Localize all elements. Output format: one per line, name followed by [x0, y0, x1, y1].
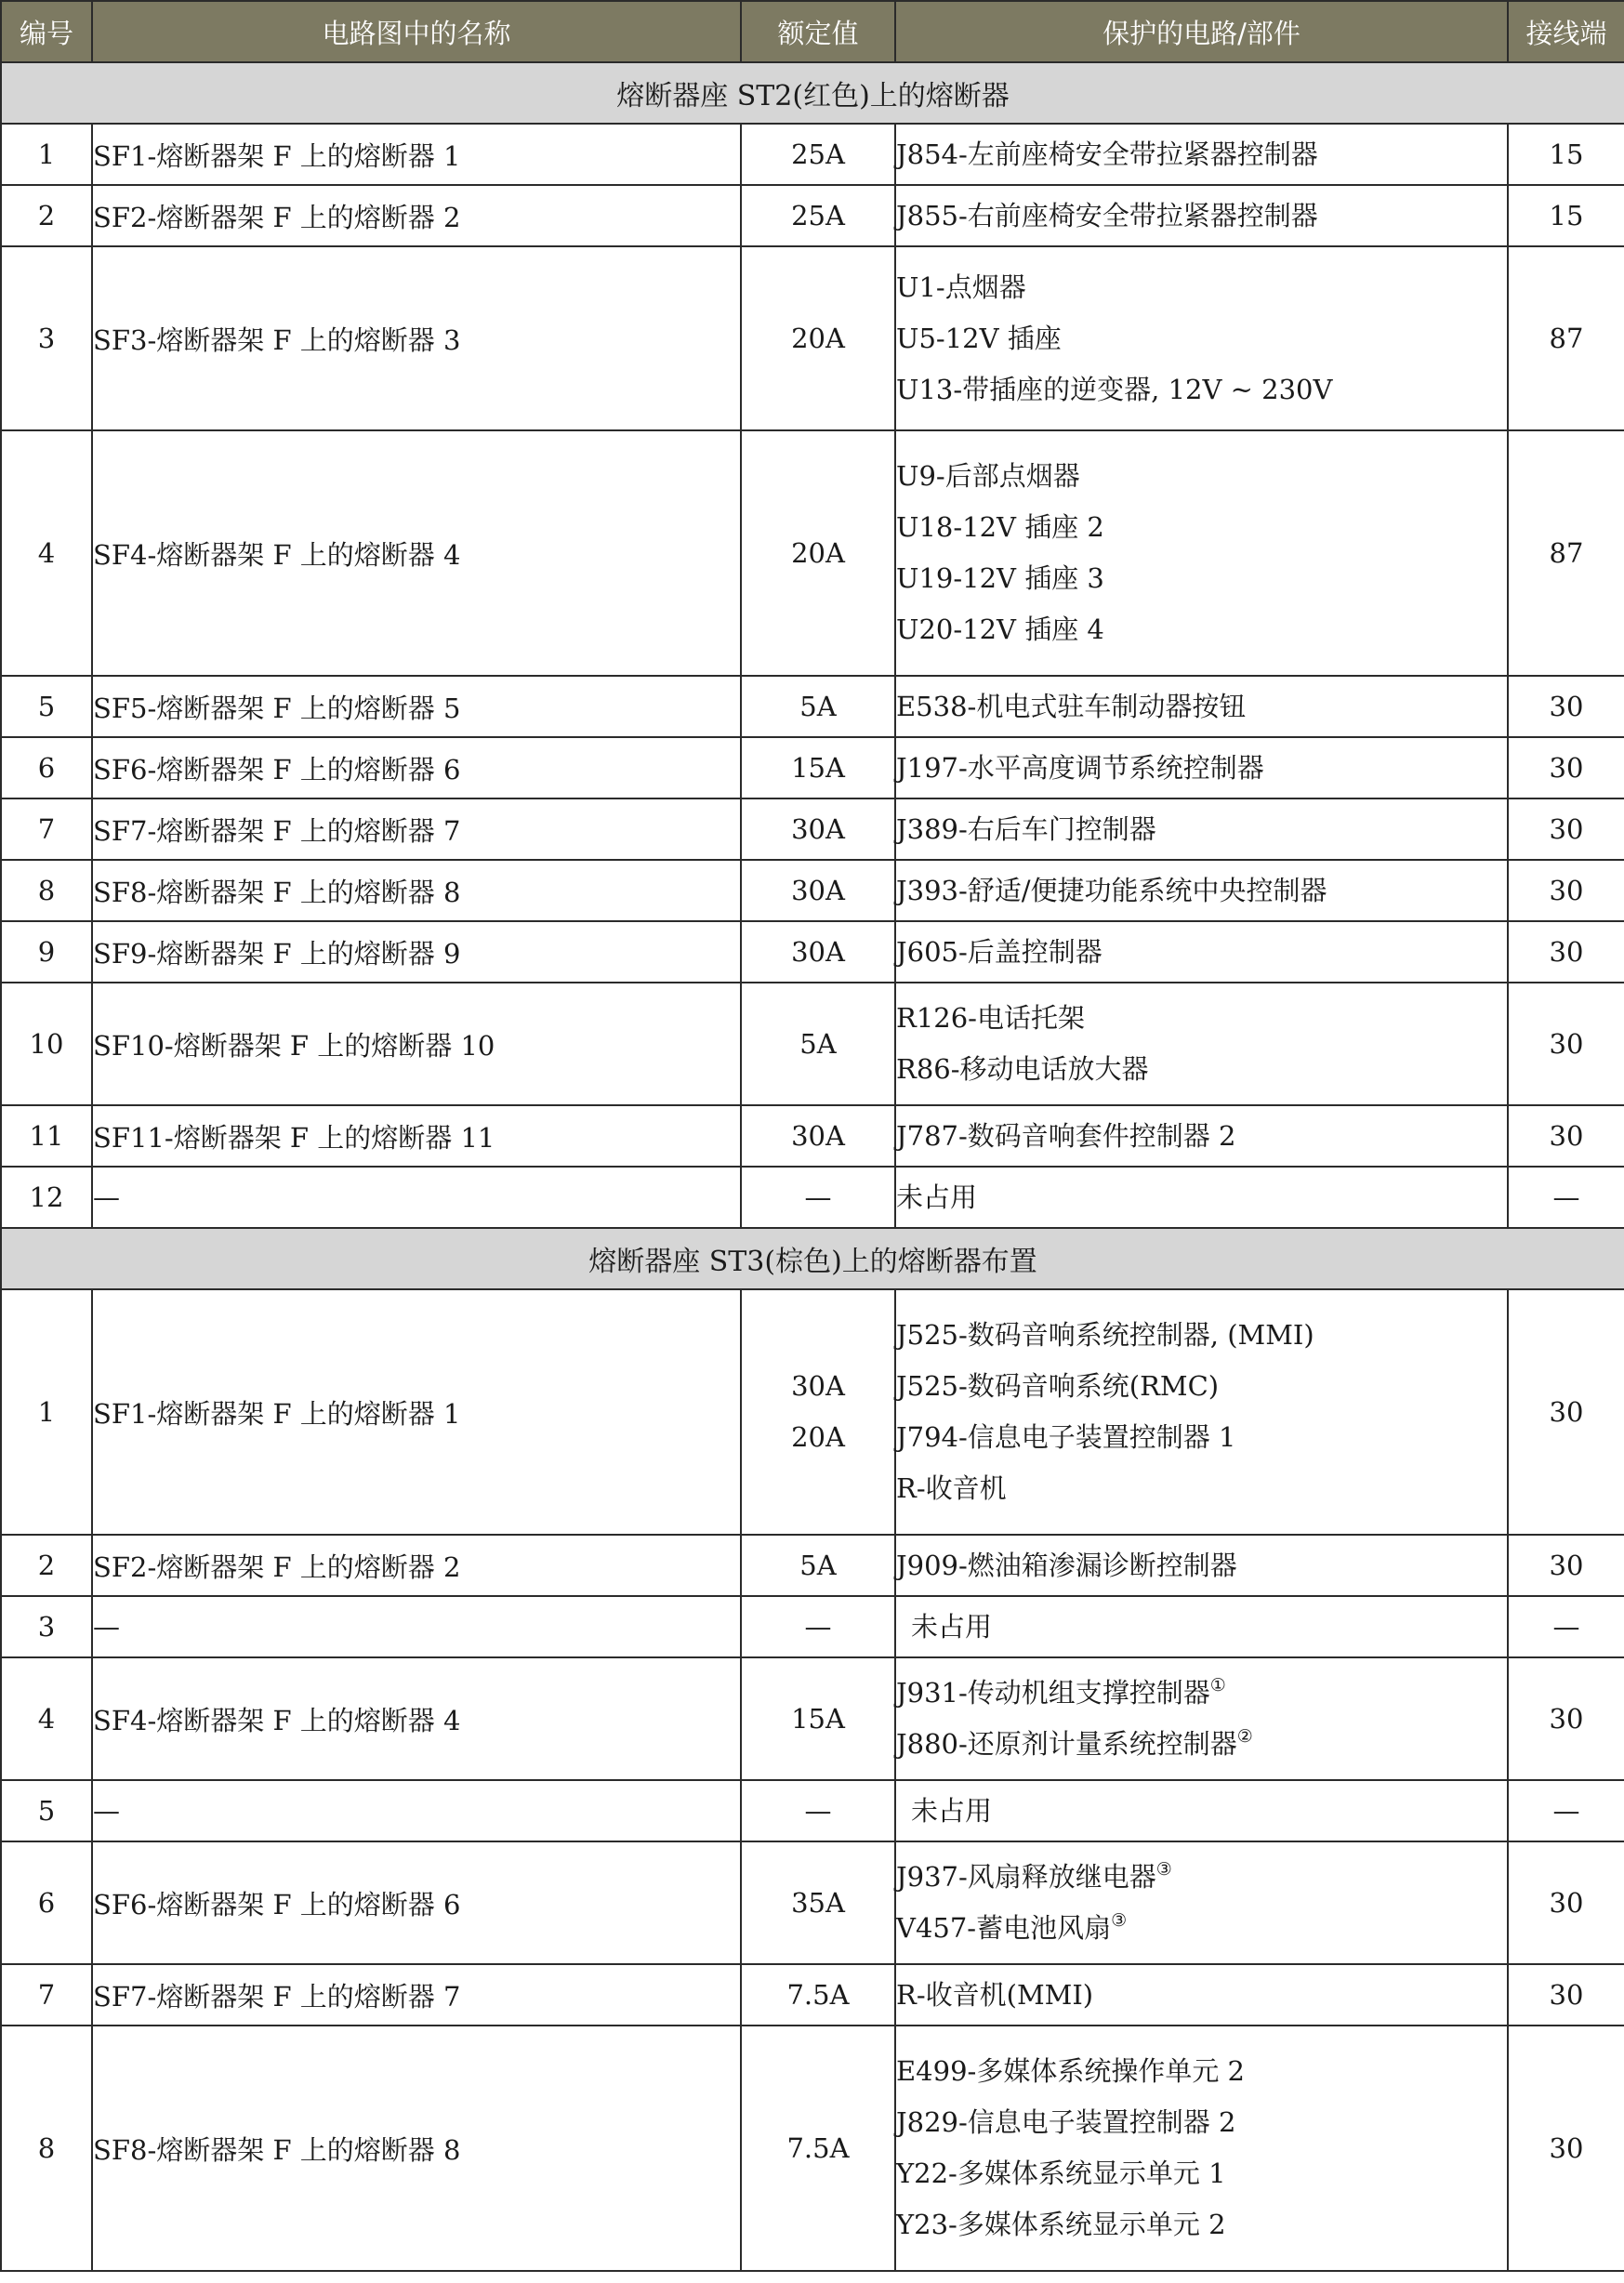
table-row: [1, 246, 1624, 430]
rating-value: 25A: [791, 199, 845, 231]
circuit-text: J787-数码音响套件控制器 2: [896, 1119, 1236, 1152]
circuit-text: J389-右后车门控制器: [896, 812, 1156, 845]
fuse-name: SF4-熔断器架 F 上的熔断器 4: [92, 430, 741, 676]
rating-value: 7.5A: [786, 2131, 850, 2164]
table-row: [1, 1657, 1624, 1780]
circuit-text: U20-12V 插座 4: [896, 614, 1104, 645]
rating-value: 30A: [791, 874, 845, 906]
fuse-number: 5: [1, 676, 92, 737]
circuit-text: U18-12V 插座 2: [896, 511, 1104, 543]
fuse-name: —: [92, 1780, 741, 1841]
fuse-number: 3: [1, 246, 92, 430]
fuse-rating: [741, 983, 895, 1105]
circuit-item: [896, 681, 1507, 732]
circuit-item: [896, 1668, 1507, 1719]
circuit-text: 未占用: [911, 1794, 993, 1827]
fuse-number: 11: [1, 1105, 92, 1167]
protected-circuit: [895, 1167, 1508, 1228]
circuit-item: [896, 2097, 1507, 2148]
fuse-name: SF9-熔断器架 F 上的熔断器 9: [92, 921, 741, 983]
rating-value: 5A: [799, 1027, 837, 1060]
circuit-text: R-收音机: [896, 1472, 1007, 1504]
fuse-number: 6: [1, 737, 92, 798]
circuit-text: R-收音机(MMI): [896, 1978, 1094, 2011]
table-row: [1, 921, 1624, 983]
circuit-item: [896, 993, 1507, 1044]
rating-value: 25A: [791, 138, 845, 170]
table-row: [1, 860, 1624, 921]
circuit-text: U13-带插座的逆变器, 12V ~ 230V: [896, 373, 1333, 405]
circuit-text: U1-点烟器: [896, 271, 1026, 303]
fuse-name: SF10-熔断器架 F 上的熔断器 10: [92, 983, 741, 1105]
rating-value: 30A: [791, 1370, 845, 1402]
circuit-item: [896, 927, 1507, 978]
fuse-number: 7: [1, 798, 92, 860]
fuse-rating: [741, 798, 895, 860]
terminal: 30: [1508, 1657, 1624, 1780]
terminal: —: [1508, 1167, 1624, 1228]
fuse-rating: [741, 2026, 895, 2271]
fuse-name: SF7-熔断器架 F 上的熔断器 7: [92, 1964, 741, 2026]
terminal: 30: [1508, 1289, 1624, 1535]
terminal: 30: [1508, 1535, 1624, 1596]
header-circuit-diagram-name: 电路图中的名称: [92, 1, 741, 62]
footnote-marker: ③: [1111, 1910, 1128, 1931]
terminal: 15: [1508, 124, 1624, 185]
circuit-item: [896, 553, 1507, 604]
circuit-text: J854-左前座椅安全带拉紧器控制器: [896, 138, 1318, 170]
table-row: [1, 1596, 1624, 1657]
protected-circuit: [895, 430, 1508, 676]
fuse-number: 8: [1, 860, 92, 921]
rating-value: 15A: [791, 1702, 845, 1735]
protected-circuit: [895, 2026, 1508, 2271]
protected-circuit: [895, 1596, 1508, 1657]
terminal: —: [1508, 1780, 1624, 1841]
section-row: [1, 1228, 1624, 1289]
table-row: [1, 2026, 1624, 2271]
fuse-name: SF1-熔断器架 F 上的熔断器 1: [92, 1289, 741, 1535]
fuse-name: SF2-熔断器架 F 上的熔断器 2: [92, 1535, 741, 1596]
rating-value: —: [804, 1794, 832, 1827]
fuse-rating: [741, 1289, 895, 1535]
fuse-rating: [741, 1841, 895, 1964]
circuit-text: J829-信息电子装置控制器 2: [896, 2106, 1236, 2138]
fuse-name: SF4-熔断器架 F 上的熔断器 4: [92, 1657, 741, 1780]
protected-circuit: [895, 246, 1508, 430]
protected-circuit: [895, 185, 1508, 246]
circuit-item: [896, 743, 1507, 794]
circuit-item: [896, 1111, 1507, 1162]
circuit-text: J909-燃油箱渗漏诊断控制器: [896, 1549, 1237, 1581]
protected-circuit: [895, 1841, 1508, 1964]
rating-value: —: [804, 1610, 832, 1643]
circuit-item: [896, 1540, 1507, 1591]
table-row: [1, 1780, 1624, 1841]
fuse-rating: [741, 1780, 895, 1841]
protected-circuit: [895, 1657, 1508, 1780]
footnote-marker: ③: [1155, 1859, 1172, 1880]
circuit-text: E499-多媒体系统操作单元 2: [896, 2055, 1245, 2087]
circuit-text: R126-电话托架: [896, 1002, 1085, 1034]
circuit-item: [896, 2199, 1507, 2250]
fuse-rating: [741, 246, 895, 430]
protected-circuit: [895, 1964, 1508, 2026]
fuse-name: SF6-熔断器架 F 上的熔断器 6: [92, 1841, 741, 1964]
rating-value: 20A: [791, 1421, 845, 1453]
protected-circuit: [895, 921, 1508, 983]
circuit-item: [896, 1970, 1507, 2021]
circuit-item: [911, 1602, 1507, 1653]
section-row: [1, 62, 1624, 124]
circuit-text: U19-12V 插座 3: [896, 562, 1104, 594]
protected-circuit: [895, 983, 1508, 1105]
circuit-item: [896, 1463, 1507, 1514]
circuit-text: 未占用: [911, 1610, 993, 1643]
rating-value: —: [804, 1181, 832, 1213]
circuit-item: [896, 1719, 1507, 1770]
fuse-number: 12: [1, 1167, 92, 1228]
protected-circuit: [895, 1105, 1508, 1167]
circuit-item: [896, 2046, 1507, 2097]
terminal: 30: [1508, 983, 1624, 1105]
circuit-text: Y23-多媒体系统显示单元 2: [896, 2209, 1226, 2240]
fuse-rating: [741, 921, 895, 983]
fuse-rating: [741, 185, 895, 246]
fuse-rating: [741, 124, 895, 185]
circuit-item: [896, 1412, 1507, 1463]
fuse-rating: [741, 1964, 895, 2026]
footnote-marker: ②: [1236, 1726, 1253, 1747]
header-protected-circuit: 保护的电路/部件: [895, 1, 1508, 62]
terminal: 30: [1508, 1841, 1624, 1964]
fuse-rating: [741, 1535, 895, 1596]
fuse-number: 2: [1, 185, 92, 246]
protected-circuit: [895, 676, 1508, 737]
terminal: 30: [1508, 798, 1624, 860]
circuit-text: J855-右前座椅安全带拉紧器控制器: [896, 199, 1318, 231]
fuse-number: 9: [1, 921, 92, 983]
terminal: 15: [1508, 185, 1624, 246]
fuse-number: 4: [1, 1657, 92, 1780]
fuse-number: 10: [1, 983, 92, 1105]
terminal: 30: [1508, 1964, 1624, 2026]
table-header: [1, 1, 1624, 62]
protected-circuit: [895, 1780, 1508, 1841]
fuse-rating: [741, 676, 895, 737]
table-row: [1, 1964, 1624, 2026]
circuit-item: [896, 1310, 1507, 1361]
fuse-rating: [741, 860, 895, 921]
section-title: 熔断器座 ST2(红色)上的熔断器: [1, 62, 1624, 124]
table-row: [1, 1289, 1624, 1535]
protected-circuit: [895, 124, 1508, 185]
circuit-item: [896, 1044, 1507, 1095]
circuit-text: V457-蓄电池风扇: [896, 1912, 1112, 1944]
terminal: 87: [1508, 430, 1624, 676]
fuse-rating: [741, 1167, 895, 1228]
rating-value: 15A: [791, 751, 845, 784]
circuit-item: [896, 865, 1507, 917]
protected-circuit: [895, 1289, 1508, 1535]
circuit-item: [896, 364, 1507, 416]
circuit-item: [896, 191, 1507, 242]
protected-circuit: [895, 1535, 1508, 1596]
fuse-name: SF5-熔断器架 F 上的熔断器 5: [92, 676, 741, 737]
table-row: [1, 1167, 1624, 1228]
header-rating: 额定值: [741, 1, 895, 62]
header-terminal: 接线端: [1508, 1, 1624, 62]
fuse-rating: [741, 430, 895, 676]
fuse-name: SF11-熔断器架 F 上的熔断器 11: [92, 1105, 741, 1167]
table-row: [1, 676, 1624, 737]
fuse-name: SF8-熔断器架 F 上的熔断器 8: [92, 860, 741, 921]
rating-value: 5A: [799, 1549, 837, 1581]
terminal: 30: [1508, 2026, 1624, 2271]
circuit-text: J197-水平高度调节系统控制器: [896, 751, 1264, 784]
circuit-item: [896, 1172, 1507, 1223]
fuse-number: 6: [1, 1841, 92, 1964]
rating-value: 5A: [799, 690, 837, 722]
section-title: 熔断器座 ST3(棕色)上的熔断器布置: [1, 1228, 1624, 1289]
table-row: [1, 1841, 1624, 1964]
table-row: [1, 1535, 1624, 1596]
circuit-item: [896, 502, 1507, 553]
table-row: [1, 1105, 1624, 1167]
terminal: 30: [1508, 921, 1624, 983]
circuit-item: [896, 1852, 1507, 1903]
circuit-text: U5-12V 插座: [896, 322, 1062, 354]
fuse-number: 8: [1, 2026, 92, 2271]
circuit-text: J937-风扇释放继电器: [896, 1861, 1156, 1893]
circuit-item: [896, 604, 1507, 655]
circuit-text: U9-后部点烟器: [896, 460, 1080, 492]
circuit-text: J525-数码音响系统控制器, (MMI): [896, 1319, 1314, 1351]
protected-circuit: [895, 798, 1508, 860]
header-number: 编号: [1, 1, 92, 62]
table-row: [1, 185, 1624, 246]
fuse-name: SF8-熔断器架 F 上的熔断器 8: [92, 2026, 741, 2271]
rating-value: 35A: [791, 1886, 845, 1919]
circuit-item: [896, 129, 1507, 180]
protected-circuit: [895, 860, 1508, 921]
footnote-marker: ①: [1209, 1675, 1226, 1696]
circuit-text: J393-舒适/便捷功能系统中央控制器: [896, 874, 1327, 906]
terminal: 30: [1508, 676, 1624, 737]
rating-value: 20A: [791, 322, 845, 354]
circuit-item: [911, 1786, 1507, 1837]
fuse-number: 7: [1, 1964, 92, 2026]
circuit-item: [896, 1903, 1507, 1954]
fuse-rating: [741, 737, 895, 798]
circuit-item: [896, 262, 1507, 313]
terminal: 30: [1508, 860, 1624, 921]
terminal: —: [1508, 1596, 1624, 1657]
rating-value: 30A: [791, 1119, 845, 1152]
table-row: [1, 798, 1624, 860]
rating-value: 7.5A: [786, 1978, 850, 2011]
circuit-item: [896, 313, 1507, 364]
table-body: [1, 62, 1624, 2271]
fuse-name: SF2-熔断器架 F 上的熔断器 2: [92, 185, 741, 246]
circuit-text: J605-后盖控制器: [896, 935, 1102, 968]
rating-value: 30A: [791, 935, 845, 968]
terminal: 30: [1508, 737, 1624, 798]
header-row: [1, 1, 1624, 62]
fuse-rating: [741, 1657, 895, 1780]
circuit-text: J525-数码音响系统(RMC): [896, 1370, 1220, 1402]
circuit-text: J880-还原剂计量系统控制器: [896, 1728, 1237, 1760]
fuse-number: 4: [1, 430, 92, 676]
fuse-rating: [741, 1105, 895, 1167]
circuit-text: R86-移动电话放大器: [896, 1053, 1149, 1085]
fuse-rating: [741, 1596, 895, 1657]
circuit-text: Y22-多媒体系统显示单元 1: [896, 2158, 1226, 2189]
circuit-text: 未占用: [896, 1181, 978, 1213]
fuse-name: SF6-熔断器架 F 上的熔断器 6: [92, 737, 741, 798]
circuit-text: E538-机电式驻车制动器按钮: [896, 690, 1247, 722]
terminal: 30: [1508, 1105, 1624, 1167]
rating-value: 20A: [791, 536, 845, 569]
fuse-name: —: [92, 1596, 741, 1657]
fuse-number: 1: [1, 1289, 92, 1535]
circuit-text: J794-信息电子装置控制器 1: [896, 1421, 1236, 1453]
fuse-name: SF7-熔断器架 F 上的熔断器 7: [92, 798, 741, 860]
fuse-number: 1: [1, 124, 92, 185]
fuse-name: SF3-熔断器架 F 上的熔断器 3: [92, 246, 741, 430]
table-row: [1, 737, 1624, 798]
fuse-name: —: [92, 1167, 741, 1228]
protected-circuit: [895, 737, 1508, 798]
table-row: [1, 983, 1624, 1105]
terminal: 87: [1508, 246, 1624, 430]
circuit-item: [896, 451, 1507, 502]
rating-value: 30A: [791, 812, 845, 845]
fuse-name: SF1-熔断器架 F 上的熔断器 1: [92, 124, 741, 185]
circuit-text: J931-传动机组支撑控制器: [896, 1677, 1210, 1709]
table-row: [1, 430, 1624, 676]
fuse-number: 3: [1, 1596, 92, 1657]
circuit-item: [896, 2148, 1507, 2199]
fuse-number: 2: [1, 1535, 92, 1596]
circuit-item: [896, 804, 1507, 855]
circuit-item: [896, 1361, 1507, 1412]
table-row: [1, 124, 1624, 185]
fuse-number: 5: [1, 1780, 92, 1841]
